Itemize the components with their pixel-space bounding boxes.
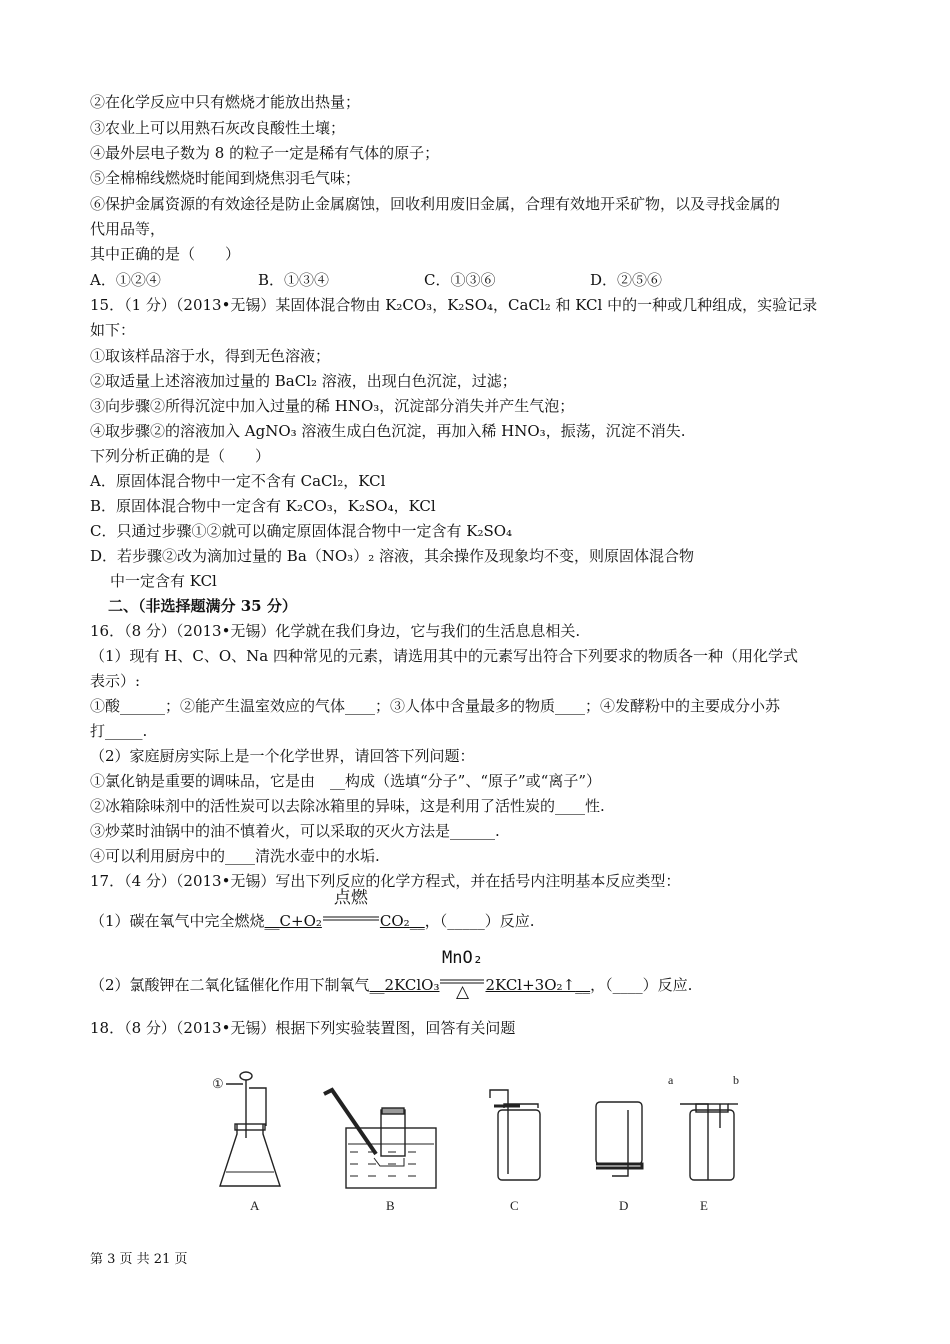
q16-part2-item3: ③炒菜时油锅中的油不慎着火，可以采取的灭火方法是______. xyxy=(90,822,500,840)
q17-eq2-prefix: （2）氯酸钾在二氧化锰催化作用下制氧气 xyxy=(90,976,370,994)
q14-option-b: B．①③④ xyxy=(258,271,330,289)
q15-step-4: ④取步骤②的溶液加入 AgNO₃ 溶液生成白色沉淀，再加入稀 HNO₃，振荡，沉淀不消失. xyxy=(90,422,686,440)
apparatus-a-flask xyxy=(212,1072,280,1186)
q14-option-d: D．②⑤⑥ xyxy=(590,271,663,289)
apparatus-label-e: E xyxy=(700,1198,708,1213)
q14-statement-6: ⑥保护金属资源的有效途径是防止金属腐蚀，回收利用废旧金属，合理有效地开采矿物，以及寻找金属的 xyxy=(90,195,781,213)
q15-option-d: D．若步骤②改为滴加过量的 Ba（NO₃）₂ 溶液，其余操作及现象均不变，则原固体混合物 xyxy=(90,547,694,565)
q17-eq1-condition: 点燃 xyxy=(333,888,368,908)
q17-equation-2: （2）氯酸钾在二氧化锰催化作用下制氧气__2KClO₃ MnO₂ △ 2KCl+3O₂↑__，（____）反应. xyxy=(90,948,693,1002)
q16-part2-item1: ①氯化钠是重要的调味品，它是由 __构成（选填“分子”、“原子”或“离子”） xyxy=(90,772,602,790)
q15-prompt: 下列分析正确的是（ ） xyxy=(90,447,271,465)
q17-eq1-products: CO₂ xyxy=(379,912,410,930)
apparatus-d-bottle xyxy=(596,1102,642,1176)
q15-title: 15．（1 分）（2013•无锡）某固体混合物由 K₂CO₃，K₂SO₄，CaCl₂ 和 KCl 中的一种或几种组成，实验记录 xyxy=(90,296,818,314)
q15-step-2: ②取适量上述溶液加过量的 BaCl₂ 溶液，出现白色沉淀，过滤； xyxy=(90,372,517,390)
q15-option-c: C．只通过步骤①②就可以确定原固体混合物中一定含有 K₂SO₄ xyxy=(90,522,513,540)
section-heading: 二、（非选择题满分 35 分） xyxy=(108,597,297,615)
apparatus-label-a: A xyxy=(250,1198,260,1213)
q17-eq1-suffix: ，（_____）反应. xyxy=(424,912,535,930)
q16-part2: （2）家庭厨房实际上是一个化学世界，请回答下列问题： xyxy=(90,747,475,765)
q14-statement-5: ⑤全棉棉线燃烧时能闻到烧焦羽毛气味； xyxy=(90,169,361,187)
q15-option-d-cont: 中一定含有 KCl xyxy=(110,572,217,590)
q17-eq2-suffix: ，（____）反应. xyxy=(590,976,693,994)
q17-eq2-arrow xyxy=(439,948,485,1002)
q17-eq2-catalyst: MnO₂ xyxy=(442,948,483,968)
q17-eq1-arrow xyxy=(322,888,380,926)
q14-statement-2: ②在化学反应中只有燃烧才能放出热量； xyxy=(90,93,361,111)
q16-part1: （1）现有 H、C、O、Na 四种常见的元素，请选用其中的元素写出符合下列要求的物质各一种（用化学式 xyxy=(90,647,799,665)
q17-eq1-prefix: （1）碳在氧气中完全燃烧 xyxy=(90,912,265,930)
q16-part1-cont: 表示）: xyxy=(90,672,141,690)
q15-option-a: A．原固体混合物中一定不含有 CaCl₂，KCl xyxy=(90,472,386,490)
q14-option-a: A．①②④ xyxy=(90,271,161,289)
apparatus-label-c: C xyxy=(510,1198,519,1213)
apparatus-e-label-a: a xyxy=(668,1073,674,1087)
q15-step-1: ①取该样品溶于水，得到无色溶液； xyxy=(90,347,331,365)
q14-statement-4: ④最外层电子数为 8 的粒子一定是稀有气体的原子； xyxy=(90,144,440,162)
apparatus-a-marker: ① xyxy=(212,1076,224,1091)
q18-apparatus-figure xyxy=(208,1068,768,1218)
apparatus-e-bottle xyxy=(668,1073,739,1180)
q17-eq1-reactants: C+O₂ xyxy=(279,912,322,930)
q16-part1-blanks: ①酸______；②能产生温室效应的气体____；③人体中含量最多的物质____；④发酵粉中的主要成分小苏 xyxy=(90,697,781,715)
q15-title-cont: 如下： xyxy=(90,321,136,339)
q17-equation-1: （1）碳在氧气中完全燃烧__C+O₂ 点燃 CO₂__，（_____）反应. xyxy=(90,888,535,930)
page-footer: 第 3 页 共 21 页 xyxy=(90,1252,188,1267)
q16-part2-item2: ②冰箱除味剂中的活性炭可以去除冰箱里的异味，这是利用了活性炭的____性. xyxy=(90,797,605,815)
q16-part1-blanks-cont: 打_____. xyxy=(90,722,148,740)
q17-title: 17．（4 分）（2013•无锡）写出下列反应的化学方程式，并在括号内注明基本反应类型： xyxy=(90,872,681,890)
q16-part2-item4: ④可以利用厨房中的____清洗水壶中的水垢. xyxy=(90,847,380,865)
q14-statement-6-cont: 代用品等， xyxy=(90,220,166,238)
apparatus-b-trough xyxy=(324,1090,436,1188)
apparatus-label-d: D xyxy=(619,1198,629,1213)
q17-eq2-heat: △ xyxy=(455,982,470,1002)
apparatus-label-b: B xyxy=(386,1198,395,1213)
q17-eq2-products: 2KCl+3O₂↑ xyxy=(485,976,576,994)
apparatus-c-bottle xyxy=(490,1090,540,1180)
q17-eq2-reactants: 2KClO₃ xyxy=(384,976,440,994)
q18-title: 18．（8 分）（2013•无锡）根据下列实验装置图，回答有关问题 xyxy=(90,1019,516,1037)
apparatus-e-label-b: b xyxy=(733,1073,739,1087)
q15-step-3: ③向步骤②所得沉淀中加入过量的稀 HNO₃，沉淀部分消失并产生气泡； xyxy=(90,397,575,415)
q14-option-c: C．①③⑥ xyxy=(424,271,496,289)
q16-title: 16．（8 分）（2013•无锡）化学就在我们身边，它与我们的生活息息相关. xyxy=(90,622,581,640)
q14-statement-3: ③农业上可以用熟石灰改良酸性土壤； xyxy=(90,119,346,137)
q14-prompt: 其中正确的是（ ） xyxy=(90,245,241,263)
q15-option-b: B．原固体混合物中一定含有 K₂CO₃，K₂SO₄，KCl xyxy=(90,497,436,515)
